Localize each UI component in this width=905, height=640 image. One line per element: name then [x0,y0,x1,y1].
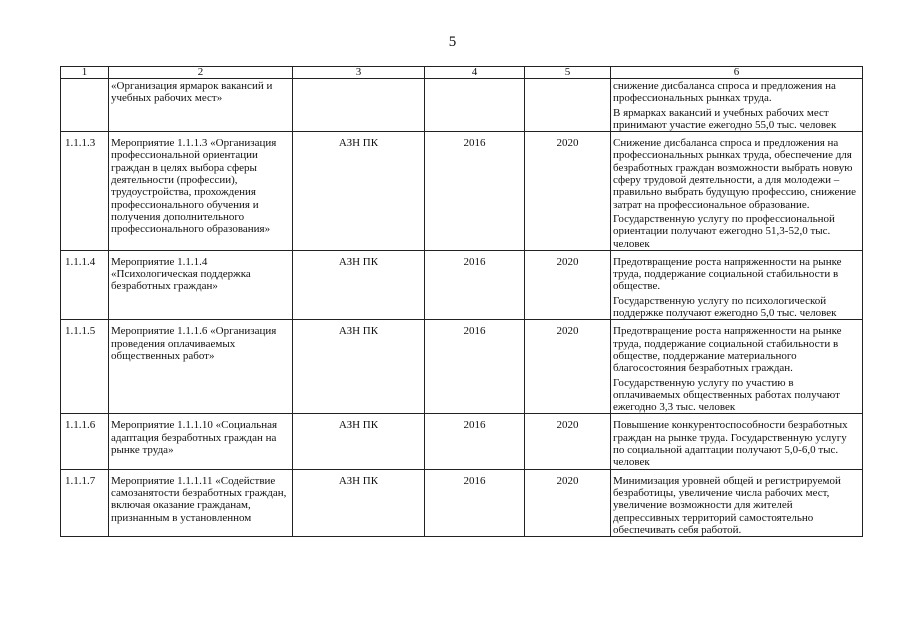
row-number: 1.1.1.4 [61,250,109,319]
activity-name: Мероприятие 1.1.1.4 «Психологическая поддержка безработных граждан» [109,250,293,319]
expected-result [611,132,863,251]
column-header: 1 [61,67,109,79]
start-year: 2016 [425,414,525,469]
executor [293,79,425,132]
activity-name: Мероприятие 1.1.1.10 «Социальная адаптация безработных граждан на рынке труда» [109,414,293,469]
start-year: 2016 [425,320,525,414]
table-row [61,469,863,536]
result-paragraph: Государственную услугу по профессиональной ориентации получают ежегодно 51,3-52,0 тыс. человек [613,212,835,250]
row-number: 1.1.1.7 [61,469,109,536]
result-paragraph: В ярмарках вакансий и учебных рабочих мест принимают участие ежегодно 55,0 тыс. человек [613,106,837,131]
result-paragraph: Минимизация уровней общей и регистрируемой безработицы, увеличение числа рабочих мест, увеличение возможности для жителей депрессивных территорий самостоятельно обеспечивать себя работой. [613,474,841,536]
table-header-row [61,67,863,79]
table-row [61,250,863,319]
start-year [425,79,525,132]
end-year: 2020 [525,414,611,469]
page-number: 5 [448,34,457,50]
result-paragraph: Повышение конкурентоспособности безработных граждан на рынке труда. Государственную услугу по социальной адаптации получают 5,0-6,0 тыс. человек [613,419,848,469]
expected-result [611,320,863,414]
start-year: 2016 [425,250,525,319]
start-year: 2016 [425,469,525,536]
table-row [61,79,863,132]
activity-name: «Организация ярмарок вакансий и учебных рабочих мест» [109,79,293,132]
expected-result [611,79,863,132]
end-year: 2020 [525,250,611,319]
activities-table [60,66,863,537]
executor: АЗН ПК [293,414,425,469]
row-number: 1.1.1.5 [61,320,109,414]
activity-name: Мероприятие 1.1.1.6 «Организация проведения оплачиваемых общественных работ» [109,320,293,414]
expected-result [611,469,863,536]
result-paragraph: Снижение дисбаланса спроса и предложения на профессиональных рынках труда, обеспечение для безработных граждан возможности выбрать новую сферу трудовой деятельности, а для молодежи – правильно выбрать будущую профессию, снижение затрат на профессиональное образование. [613,137,857,211]
column-header: 3 [293,67,425,79]
table-row [61,414,863,469]
result-paragraph: Предотвращение роста напряженности на рынке труда, поддержание социальной стабильности в обществе. [613,255,842,293]
expected-result [611,414,863,469]
expected-result [611,250,863,319]
column-header: 5 [525,67,611,79]
executor: АЗН ПК [293,132,425,251]
activity-name: Мероприятие 1.1.1.11 «Содействие самозанятости безработных граждан, включая оказание гражданам, признанным в установленном [109,469,293,536]
executor: АЗН ПК [293,469,425,536]
end-year: 2020 [525,132,611,251]
column-header: 2 [109,67,293,79]
executor: АЗН ПК [293,250,425,319]
end-year: 2020 [525,469,611,536]
table-row [61,320,863,414]
column-header: 4 [425,67,525,79]
result-paragraph: Государственную услугу по психологической поддержке получают ежегодно 5,0 тыс. человек [613,294,837,320]
row-number: 1.1.1.3 [61,132,109,251]
table-row [61,132,863,251]
result-paragraph: снижение дисбаланса спроса и предложения на профессиональных рынках труда. [613,80,836,105]
row-number [61,79,109,132]
row-number: 1.1.1.6 [61,414,109,469]
executor: АЗН ПК [293,320,425,414]
start-year: 2016 [425,132,525,251]
result-paragraph: Предотвращение роста напряженности на рынке труда, поддержание социальной стабильности в обществе, поддержание материального благосостояния безработных граждан. [613,325,842,375]
end-year [525,79,611,132]
column-header: 6 [611,67,863,79]
activity-name: Мероприятие 1.1.1.3 «Организация профессиональной ориентации граждан в целях выбора сферы деятельности (профессии), трудоустройства, прохождения профессионального обучения и получения дополнительного профессионального образования» [109,132,293,251]
end-year: 2020 [525,320,611,414]
result-paragraph: Государственную услугу по участию в оплачиваемых общественных работах получают ежегодно 3,3 тыс. человек [613,376,840,414]
